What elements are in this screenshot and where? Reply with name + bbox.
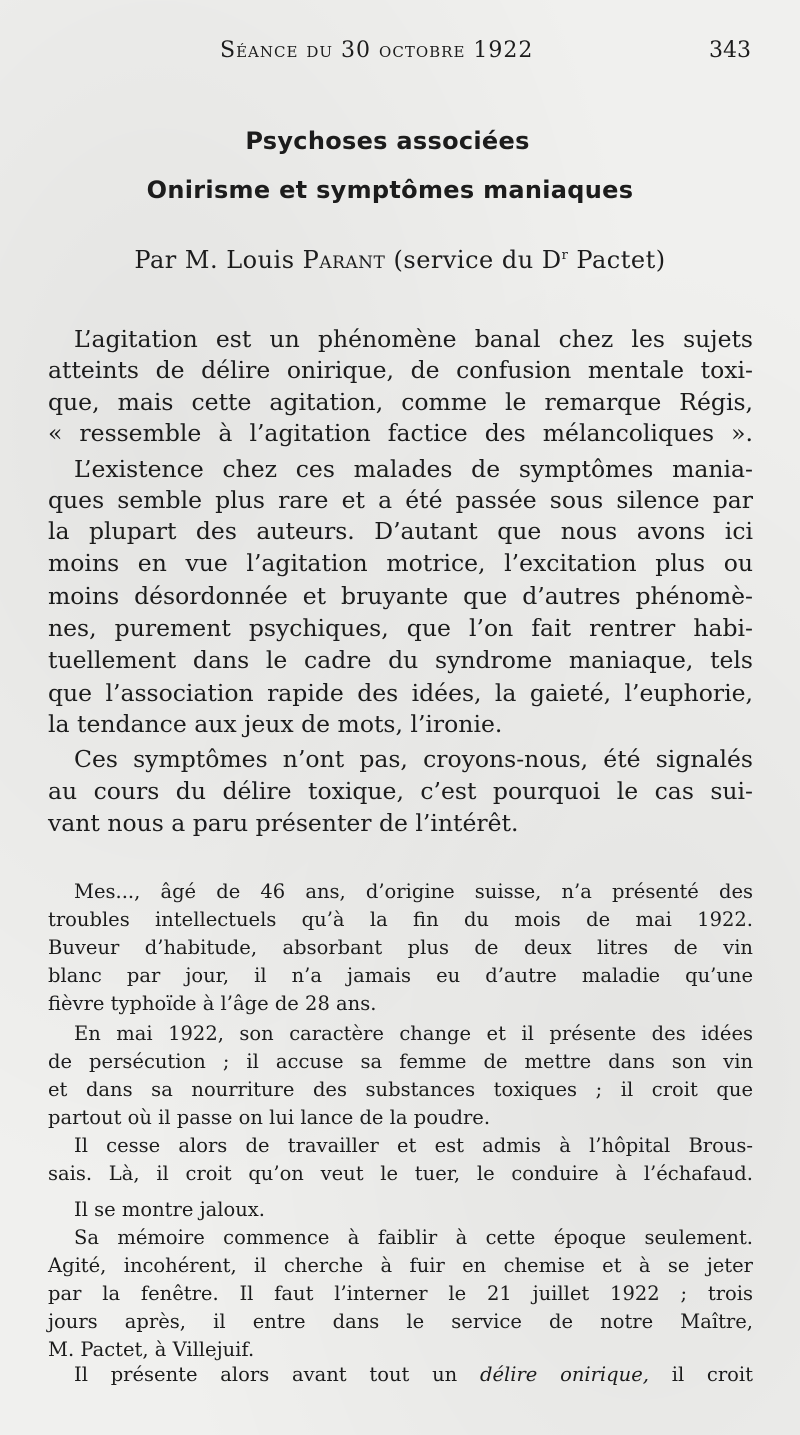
byline-suffix: Pactet) — [568, 246, 666, 274]
byline — [0, 246, 800, 274]
byline-prefix: Par M. Louis — [134, 246, 303, 274]
intro-line: atteints de délire onirique, de confusion mentale toxi- — [48, 356, 753, 384]
case-line: jours après, il entre dans le service de notre Maître, — [48, 1310, 753, 1333]
intro-line: tuellement dans le cadre du syndrome maniaque, tels — [48, 646, 753, 674]
case-line: blanc par jour, il n’a jamais eu d’autre maladie qu’une — [48, 964, 753, 987]
article-subtitle: Onirisme et symptômes maniaques — [146, 176, 634, 204]
intro-line: L’existence chez ces malades de symptômes mania- — [74, 455, 753, 483]
intro-line: au cours du délire toxique, c’est pourquoi le cas sui- — [48, 777, 753, 805]
case-line: fièvre typhoïde à l’âge de 28 ans. — [48, 992, 377, 1015]
intro-line: « ressemble à l’agitation factice des mélancoliques ». — [48, 419, 753, 447]
intro-line: que, mais cette agitation, comme le remarque Régis, — [48, 388, 753, 416]
case-line: sais. Là, il croit qu’on veut le tuer, le conduire à l’échafaud. — [48, 1162, 753, 1185]
author-surname: Parant — [302, 246, 386, 274]
case-line: par la fenêtre. Il faut l’interner le 21 juillet 1922 ; trois — [48, 1282, 753, 1305]
intro-line: L’agitation est un phénomène banal chez les sujets — [74, 325, 753, 353]
page-number: 343 — [709, 38, 751, 63]
case-line: Il se montre jaloux. — [74, 1198, 265, 1221]
byline-middle: (service du D — [385, 246, 562, 274]
final-line-end: il croit — [648, 1363, 753, 1386]
intro-line: que l’association rapide des idées, la gaieté, l’euphorie, — [48, 679, 753, 707]
running-head: Séance du 30 octobre 1922 — [220, 38, 534, 63]
case-line: Agité, incohérent, il cherche à fuir en chemise et à se jeter — [48, 1254, 753, 1277]
intro-line: vant nous a paru présenter de l’intérêt. — [48, 809, 519, 837]
case-line: En mai 1922, son caractère change et il présente des idées — [74, 1022, 753, 1045]
case-line: de persécution ; il accuse sa femme de mettre dans son vin — [48, 1050, 753, 1073]
case-line: Buveur d’habitude, absorbant plus de deux litres de vin — [48, 936, 753, 959]
intro-line: ques semble plus rare et a été passée sous silence par — [48, 486, 753, 514]
case-line: M. Pactet, à Villejuif. — [48, 1338, 255, 1361]
intro-line: la plupart des auteurs. D’autant que nous avons ici — [48, 517, 753, 545]
intro-line: la tendance aux jeux de mots, l’ironie. — [48, 710, 503, 738]
case-line: troubles intellectuels qu’à la fin du mois de mai 1922. — [48, 908, 753, 931]
intro-line: moins en vue l’agitation motrice, l’excitation plus ou — [48, 549, 753, 577]
case-line: Il cesse alors de travailler et est admis à l’hôpital Brous- — [74, 1134, 753, 1157]
case-line: partout où il passe on lui lance de la poudre. — [48, 1106, 491, 1129]
byline-sup: r — [561, 248, 569, 263]
intro-line: nes, purement psychiques, que l’on fait rentrer habi- — [48, 614, 753, 642]
final-line-italic: délire onirique, — [479, 1363, 649, 1386]
case-line: Mes..., âgé de 46 ans, d’origine suisse, n’a présenté des — [74, 880, 753, 903]
intro-line: moins désordonnée et bruyante que d’autres phénomè- — [48, 582, 753, 610]
case-line: Sa mémoire commence à faiblir à cette époque seulement. — [74, 1226, 753, 1249]
final-line-start: Il présente alors avant tout un — [74, 1363, 480, 1386]
intro-line: Ces symptômes n’ont pas, croyons-nous, été signalés — [74, 745, 753, 773]
case-line-final — [74, 1363, 753, 1390]
case-line: et dans sa nourriture des substances toxiques ; il croit que — [48, 1078, 753, 1101]
article-title: Psychoses associées — [245, 127, 530, 155]
